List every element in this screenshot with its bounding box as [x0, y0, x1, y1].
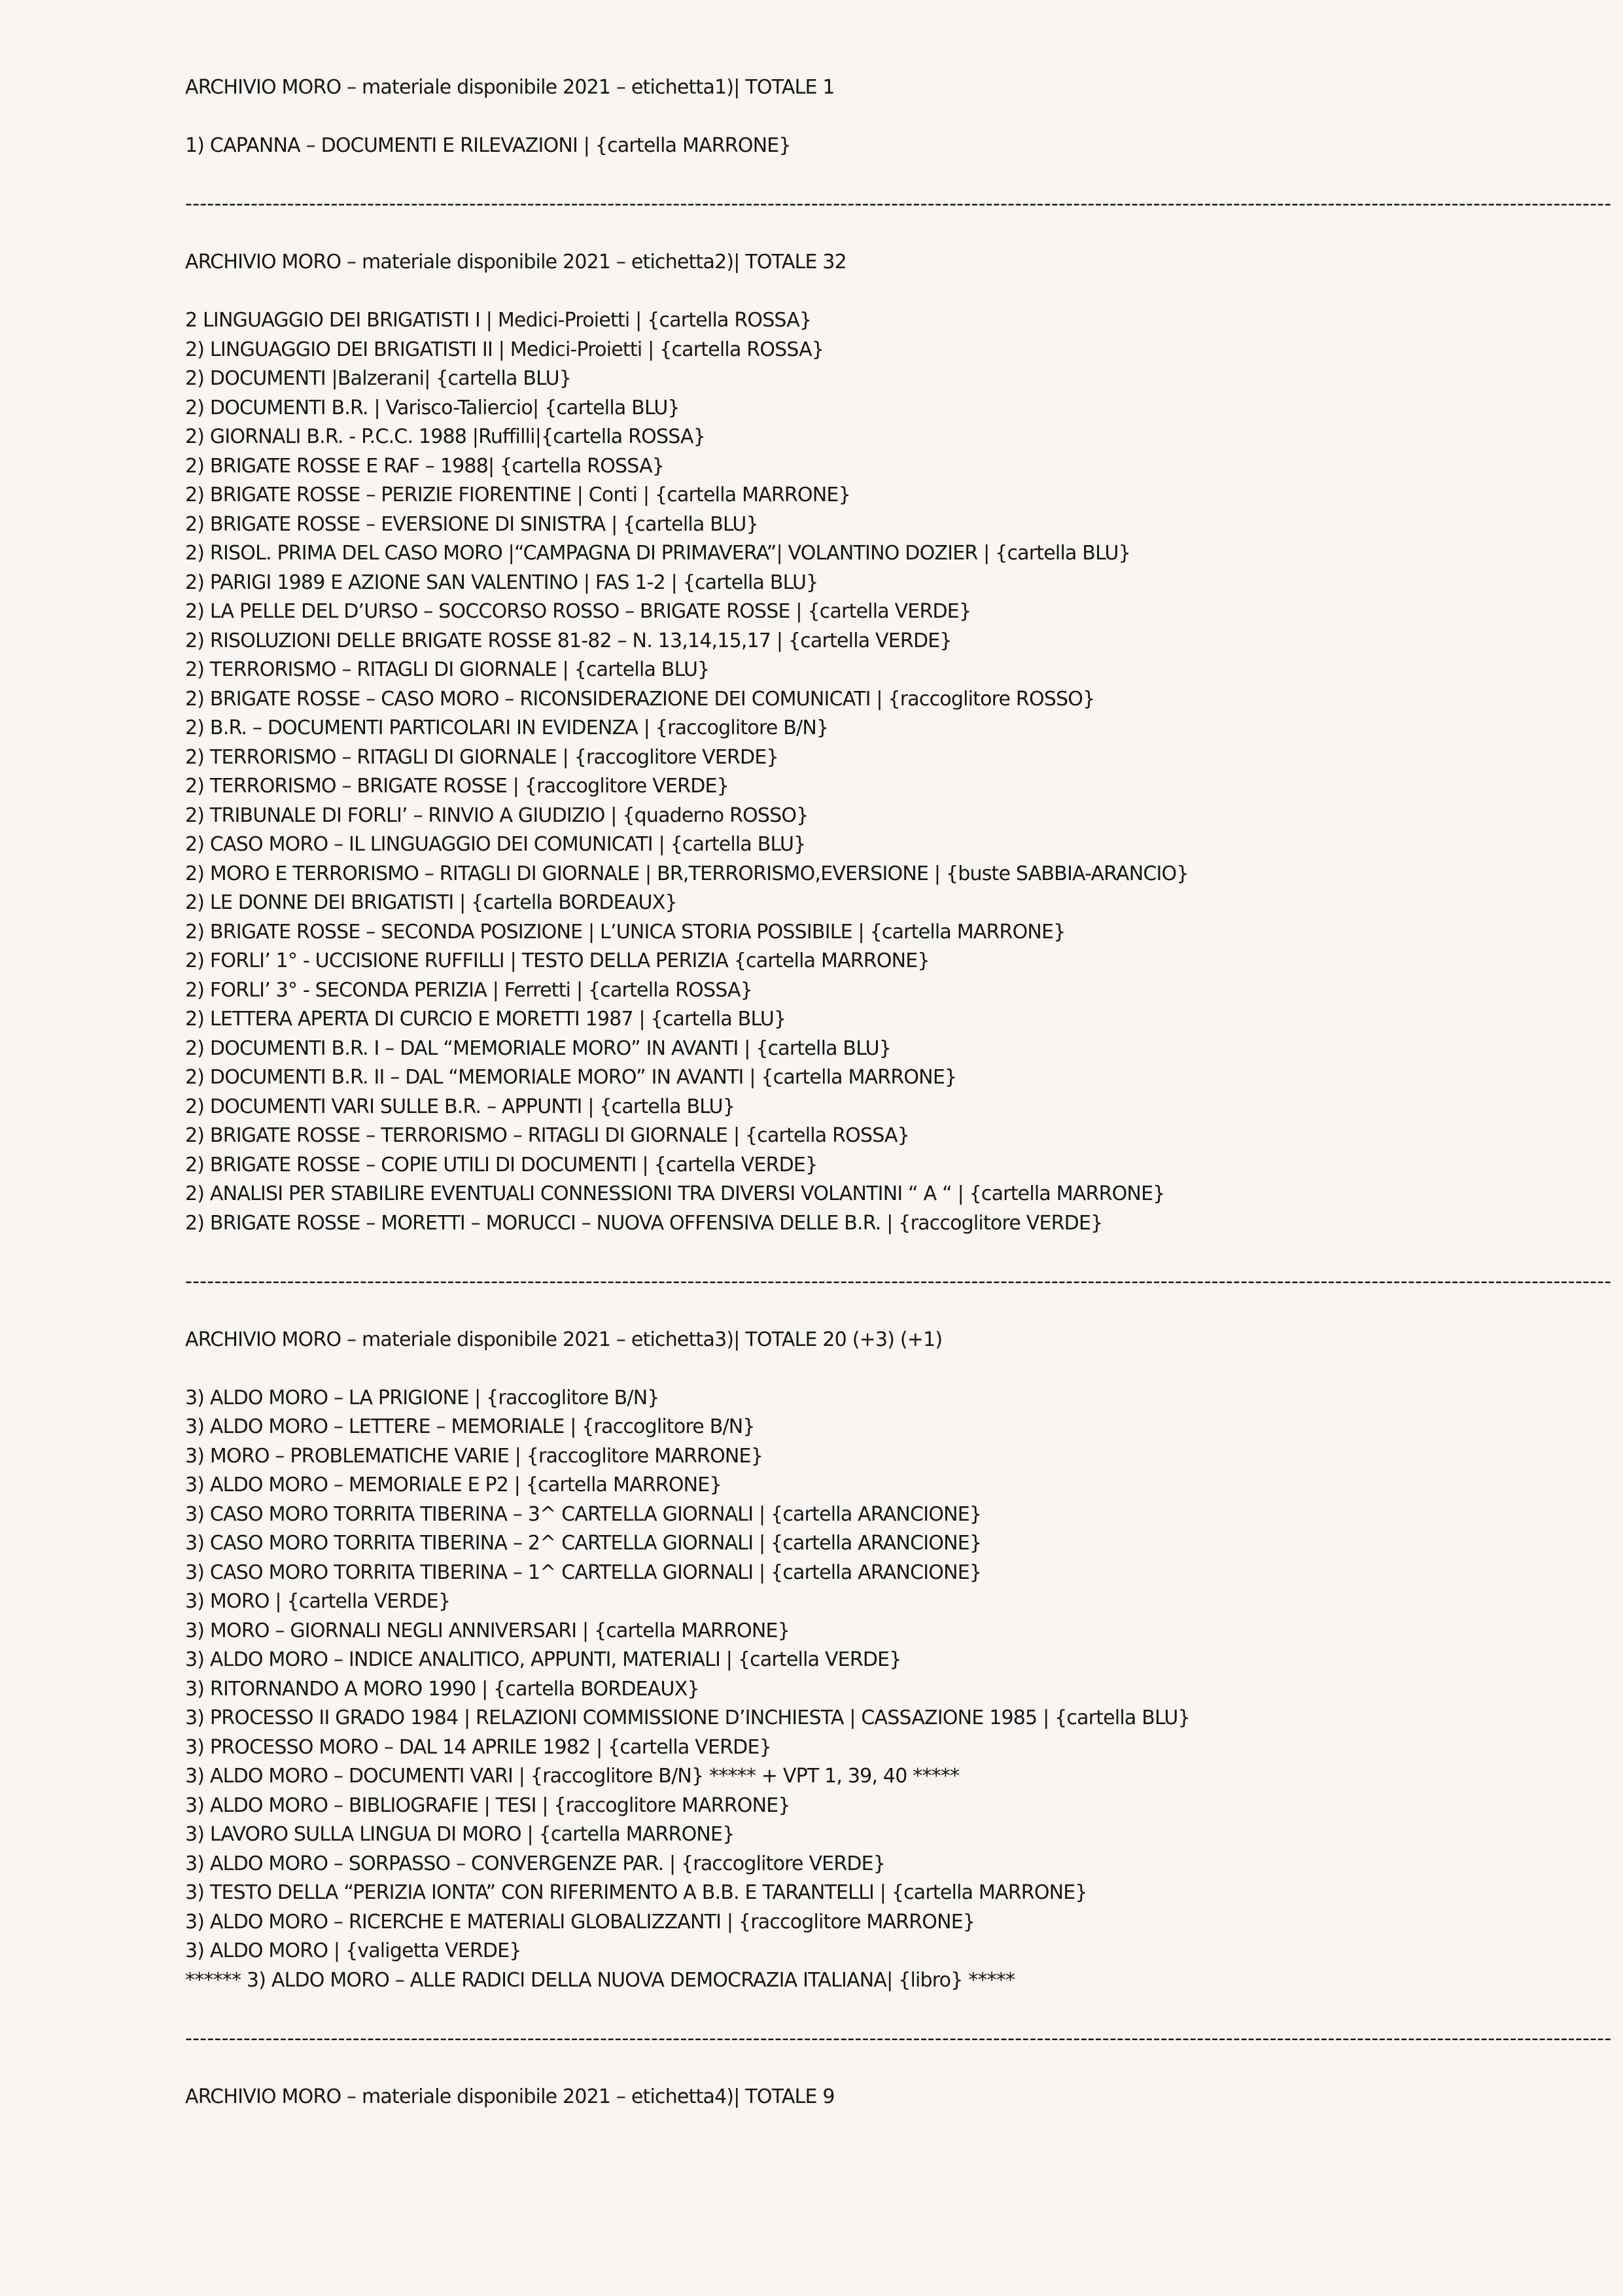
- section-header: ARCHIVIO MORO – materiale disponibile 2021 – etichetta4)| TOTALE 9: [185, 2085, 835, 2108]
- list-item: 2) TERRORISMO – BRIGATE ROSSE | {raccoglitore VERDE}: [185, 775, 729, 798]
- list-item: 3) ALDO MORO – SORPASSO – CONVERGENZE PAR. | {raccoglitore VERDE}: [185, 1852, 886, 1875]
- list-item: 3) PROCESSO MORO – DAL 14 APRILE 1982 | {cartella VERDE}: [185, 1735, 771, 1759]
- blank-line: [185, 1238, 1520, 1267]
- list-item: 2) BRIGATE ROSSE – COPIE UTILI DI DOCUMENTI | {cartella VERDE}: [185, 1153, 818, 1176]
- list-item: 3) ALDO MORO – BIBLIOGRAFIE | TESI | {raccoglitore MARRONE}: [185, 1793, 790, 1817]
- section-header: ARCHIVIO MORO – materiale disponibile 2021 – etichetta1)| TOTALE 1: [185, 76, 835, 99]
- list-item: 3) TESTO DELLA “PERIZIA IONTA” CON RIFERIMENTO A B.B. E TARANTELLI | {cartella MARRONE}: [185, 1881, 1087, 1904]
- list-item: 2) FORLI’ 3° - SECONDA PERIZIA | Ferretti | {cartella ROSSA}: [185, 978, 753, 1002]
- blank-line: [185, 1296, 1520, 1326]
- list-item: 2) DOCUMENTI VARI SULLE B.R. – APPUNTI | {cartella BLU}: [185, 1095, 735, 1118]
- list-item: 2) PARIGI 1989 E AZIONE SAN VALENTINO | FAS 1-2 | {cartella BLU}: [185, 571, 818, 594]
- separator-line: ----------------------------------------------------------------------------------------------------------------------------------------------------------------------------------------------------: [185, 192, 1612, 215]
- blank-line: [185, 219, 1520, 249]
- list-item: 3) MORO – GIORNALI NEGLI ANNIVERSARI | {cartella MARRONE}: [185, 1619, 790, 1642]
- list-item: 2 LINGUAGGIO DEI BRIGATISTI I | Medici-Proietti | {cartella ROSSA}: [185, 309, 812, 332]
- list-item: 2) MORO E TERRORISMO – RITAGLI DI GIORNALE | BR,TERRORISMO,EVERSIONE | {buste SABBIA-ARANCIO}: [185, 862, 1189, 885]
- list-item: 3) LAVORO SULLA LINGUA DI MORO | {cartella MARRONE}: [185, 1823, 735, 1846]
- list-item: 1) CAPANNA – DOCUMENTI E RILEVAZIONI | {cartella MARRONE}: [185, 134, 791, 157]
- list-item: 2) LE DONNE DEI BRIGATISTI | {cartella BORDEAUX}: [185, 891, 677, 914]
- list-item: 2) RISOLUZIONI DELLE BRIGATE ROSSE 81-82 – N. 13,14,15,17 | {cartella VERDE}: [185, 629, 952, 652]
- blank-line: [185, 1354, 1520, 1384]
- list-item: 2) FORLI’ 1° - UCCISIONE RUFFILLI | TESTO DELLA PERIZIA {cartella MARRONE}: [185, 949, 930, 972]
- list-item: 2) DOCUMENTI B.R. I – DAL “MEMORIALE MORO” IN AVANTI | {cartella BLU}: [185, 1036, 892, 1060]
- blank-line: [185, 2053, 1520, 2083]
- list-item: 3) CASO MORO TORRITA TIBERINA – 1^ CARTELLA GIORNALI | {cartella ARANCIONE}: [185, 1561, 982, 1584]
- blank-line: [185, 1995, 1520, 2024]
- list-item: 3) RITORNANDO A MORO 1990 | {cartella BORDEAUX}: [185, 1677, 699, 1701]
- list-item: 2) ANALISI PER STABILIRE EVENTUALI CONNESSIONI TRA DIVERSI VOLANTINI “ A “ | {cartella MARRONE}: [185, 1182, 1165, 1205]
- list-item: ****** 3) ALDO MORO – ALLE RADICI DELLA NUOVA DEMOCRAZIA ITALIANA| {libro} *****: [185, 1968, 1015, 1992]
- list-item: 3) MORO | {cartella VERDE}: [185, 1590, 451, 1613]
- list-item: 2) TERRORISMO – RITAGLI DI GIORNALE | {cartella BLU}: [185, 658, 710, 681]
- separator-line: ----------------------------------------------------------------------------------------------------------------------------------------------------------------------------------------------------: [185, 1269, 1612, 1293]
- list-item: 2) DOCUMENTI B.R. II – DAL “MEMORIALE MORO” IN AVANTI | {cartella MARRONE}: [185, 1066, 957, 1089]
- list-item: 3) ALDO MORO – RICERCHE E MATERIALI GLOBALIZZANTI | {raccoglitore MARRONE}: [185, 1910, 975, 1934]
- list-item: 3) ALDO MORO – INDICE ANALITICO, APPUNTI, MATERIALI | {cartella VERDE}: [185, 1648, 901, 1671]
- list-item: 3) MORO – PROBLEMATICHE VARIE | {raccoglitore MARRONE}: [185, 1444, 763, 1468]
- list-item: 3) ALDO MORO | {valigetta VERDE}: [185, 1939, 521, 1962]
- section-header: ARCHIVIO MORO – materiale disponibile 2021 – etichetta3)| TOTALE 20 (+3) (+1): [185, 1328, 943, 1351]
- section-2-list: [185, 306, 1520, 1238]
- document-page: [185, 73, 1612, 2111]
- blank-line: [185, 103, 1520, 132]
- list-item: 2) RISOL. PRIMA DEL CASO MORO |“CAMPAGNA DI PRIMAVERA”| VOLANTINO DOZIER | {cartella BLU}: [185, 542, 1130, 565]
- list-item: 3) ALDO MORO – LA PRIGIONE | {raccoglitore B/N}: [185, 1386, 659, 1409]
- list-item: 2) LINGUAGGIO DEI BRIGATISTI II | Medici-Proietti | {cartella ROSSA}: [185, 338, 824, 361]
- list-item: 2) LA PELLE DEL D’URSO – SOCCORSO ROSSO – BRIGATE ROSSE | {cartella VERDE}: [185, 600, 971, 623]
- blank-line: [185, 277, 1520, 307]
- section-header: ARCHIVIO MORO – materiale disponibile 2021 – etichetta2)| TOTALE 32: [185, 251, 846, 274]
- list-item: 2) TERRORISMO – RITAGLI DI GIORNALE | {raccoglitore VERDE}: [185, 745, 778, 769]
- list-item: 2) DOCUMENTI |Balzerani| {cartella BLU}: [185, 367, 572, 390]
- section-3-list: [185, 1384, 1520, 1996]
- list-item: 2) BRIGATE ROSSE – TERRORISMO – RITAGLI DI GIORNALE | {cartella ROSSA}: [185, 1124, 910, 1147]
- list-item: 2) BRIGATE ROSSE – PERIZIE FIORENTINE | Conti | {cartella MARRONE}: [185, 484, 850, 506]
- list-item: 3) ALDO MORO – DOCUMENTI VARI | {raccoglitore B/N} ***** + VPT 1, 39, 40 *****: [185, 1765, 960, 1788]
- list-item: 2) TRIBUNALE DI FORLI’ – RINVIO A GIUDIZIO | {quaderno ROSSO}: [185, 804, 809, 827]
- list-item: 3) ALDO MORO – LETTERE – MEMORIALE | {raccoglitore B/N}: [185, 1415, 755, 1438]
- list-item: 2) BRIGATE ROSSE – EVERSIONE DI SINISTRA | {cartella BLU}: [185, 512, 758, 536]
- list-item: 2) B.R. – DOCUMENTI PARTICOLARI IN EVIDENZA | {raccoglitore B/N}: [185, 716, 829, 739]
- list-item: 3) ALDO MORO – MEMORIALE E P2 | {cartella MARRONE}: [185, 1474, 722, 1496]
- list-item: 2) GIORNALI B.R. - P.C.C. 1988 |Ruffilli|{cartella ROSSA}: [185, 425, 706, 448]
- list-item: 2) BRIGATE ROSSE – CASO MORO – RICONSIDERAZIONE DEI COMUNICATI | {raccoglitore ROSSO}: [185, 687, 1095, 711]
- list-item: 3) CASO MORO TORRITA TIBERINA – 3^ CARTELLA GIORNALI | {cartella ARANCIONE}: [185, 1502, 982, 1526]
- list-item: 2) BRIGATE ROSSE – SECONDA POSIZIONE | L’UNICA STORIA POSSIBILE | {cartella MARRONE}: [185, 920, 1066, 944]
- list-item: 2) CASO MORO – IL LINGUAGGIO DEI COMUNICATI | {cartella BLU}: [185, 833, 806, 856]
- blank-line: [185, 161, 1520, 190]
- list-item: 3) PROCESSO II GRADO 1984 | RELAZIONI COMMISSIONE D’INCHIESTA | CASSAZIONE 1985 | {cartella BLU}: [185, 1706, 1190, 1729]
- list-item: 2) DOCUMENTI B.R. | Varisco-Taliercio| {cartella BLU}: [185, 396, 680, 419]
- list-item: 3) CASO MORO TORRITA TIBERINA – 2^ CARTELLA GIORNALI | {cartella ARANCIONE}: [185, 1532, 982, 1555]
- list-item: 2) LETTERA APERTA DI CURCIO E MORETTI 1987 | {cartella BLU}: [185, 1008, 786, 1031]
- separator-line: ----------------------------------------------------------------------------------------------------------------------------------------------------------------------------------------------------: [185, 2026, 1612, 2050]
- list-item: 2) BRIGATE ROSSE – MORETTI – MORUCCI – NUOVA OFFENSIVA DELLE B.R. | {raccoglitore VERDE}: [185, 1211, 1103, 1235]
- list-item: 2) BRIGATE ROSSE E RAF – 1988| {cartella ROSSA}: [185, 454, 665, 478]
